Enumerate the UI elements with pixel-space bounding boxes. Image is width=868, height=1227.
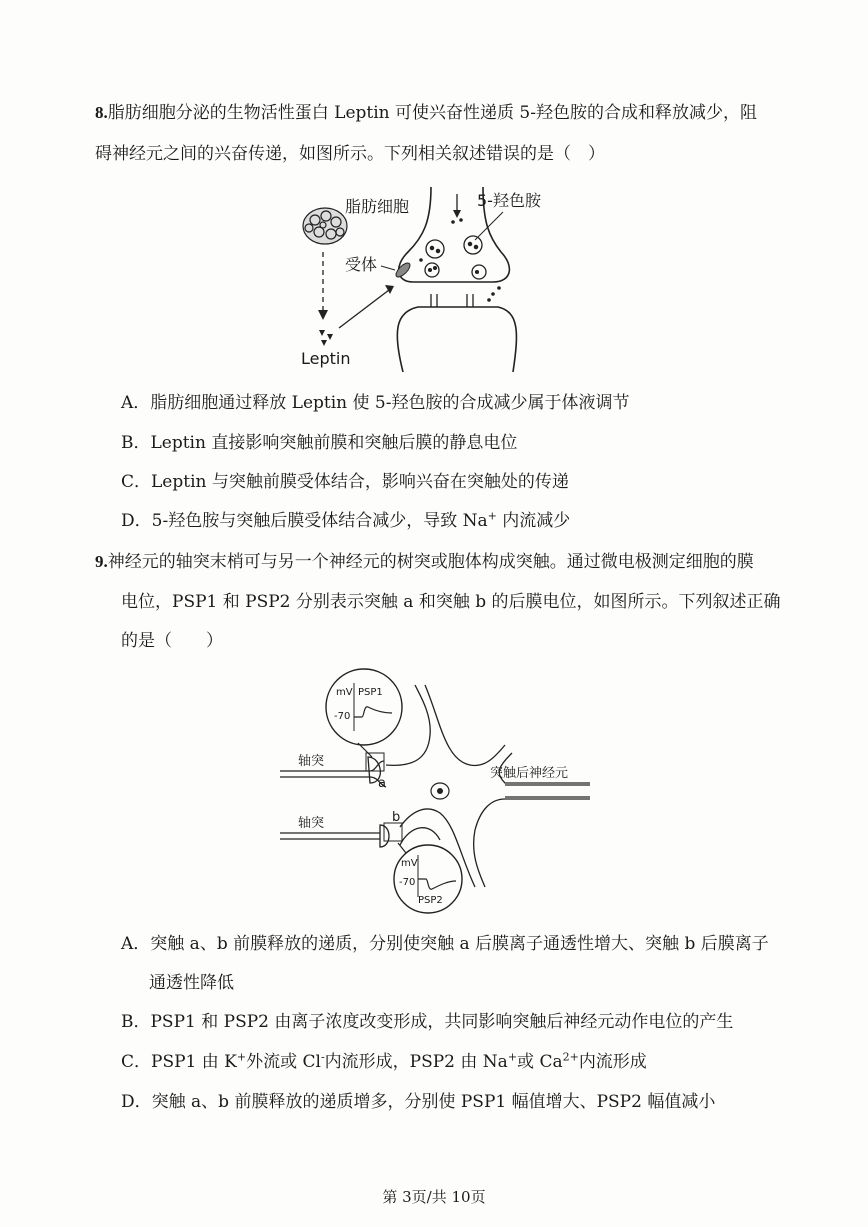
q9-option-c-t5: 内流形成 <box>578 1052 647 1072</box>
nucleolus <box>437 788 443 794</box>
receptor-pointer <box>381 266 395 270</box>
postsynaptic-label: 突触后神经元 <box>490 766 569 781</box>
fat-cell-icon <box>303 208 347 244</box>
synapse-b-label: b <box>392 810 401 825</box>
fat-cell-label: 脂肪细胞 <box>345 197 410 216</box>
axon-label-2: 轴突 <box>298 816 325 831</box>
q8-option-d-sup: + <box>487 509 497 523</box>
binding-arrow <box>339 290 389 328</box>
psp1-unit: mV <box>336 687 353 698</box>
postsynaptic-receptors <box>431 294 473 307</box>
q9-option-c-s3: + <box>507 1050 518 1064</box>
psp2-value: -70 <box>399 877 416 888</box>
q8-figure <box>293 182 593 372</box>
q8-option-c: C．Leptin 与突触前膜受体结合，影响兴奋在突触处的传递 <box>121 472 569 492</box>
receptor-label: 受体 <box>345 255 378 274</box>
q9-option-c-s4: 2+ <box>562 1050 579 1064</box>
q9-option-d: D．突触 a、b 前膜释放的递质增多，分别使 PSP1 幅值增大、PSP2 幅值减小 <box>121 1092 716 1112</box>
q9-stem-line1 <box>95 550 754 574</box>
psp1-value: -70 <box>334 711 351 722</box>
leptin-molecule <box>319 330 325 336</box>
q9-stem-line2: 电位，PSP1 和 PSP2 分别表示突触 a 和突触 b 的后膜电位，如图所示。下列叙述正确 <box>121 592 781 612</box>
q8-option-d <box>121 509 570 533</box>
q8-stem-line1 <box>95 101 757 125</box>
page-footer: 第 3页/共 10页 <box>382 1188 486 1206</box>
psp2-pointer <box>398 843 406 853</box>
q8-option-d-text2: 内流减少 <box>496 511 571 531</box>
postsynaptic-membrane <box>397 307 516 372</box>
q9-option-c-s1: + <box>236 1050 247 1064</box>
synaptic-vesicles <box>425 236 486 279</box>
q9-stem-line3: 的是（ ） <box>121 631 223 651</box>
q9-option-c-s2: - <box>320 1050 325 1064</box>
axon-label-1: 轴突 <box>298 754 325 769</box>
q8-stem-line2: 碍神经元之间的兴奋传递，如图所示。下列相关叙述错误的是（ ） <box>95 144 605 164</box>
q9-option-c-t3: 内流形成，PSP2 由 Na <box>324 1052 508 1072</box>
psp2-unit: mV <box>401 858 418 869</box>
secretion-arrowhead <box>318 310 328 320</box>
signal-arrowhead <box>453 210 461 218</box>
postsynaptic-axon <box>505 785 590 797</box>
synapse-a-label: a <box>378 776 386 791</box>
q8-option-b: B．Leptin 直接影响突触前膜和突触后膜的静息电位 <box>121 433 518 453</box>
q9-option-c-t1: C．PSP1 由 K <box>121 1052 237 1072</box>
q9-figure <box>280 665 590 915</box>
synapse-b-box <box>384 823 402 841</box>
q9-option-c <box>121 1050 647 1074</box>
q9-option-a-line2: 通透性降低 <box>149 973 234 993</box>
q9-option-c-t2: 外流或 Cl <box>246 1052 321 1072</box>
q8-number: 8. <box>95 103 108 122</box>
q9-stem-text-1: 神经元的轴突末梢可与另一个神经元的树突或胞体构成突触。通过微电极测定细胞的膜 <box>107 552 754 572</box>
leptin-molecule <box>321 340 327 346</box>
psp2-name: PSP2 <box>418 895 443 906</box>
axon-2 <box>280 833 380 839</box>
psp1-inset <box>326 669 402 745</box>
q8-option-a: A．脂肪细胞通过释放 Leptin 使 5-羟色胺的合成减少属于体液调节 <box>121 393 630 413</box>
q9-option-b: B．PSP1 和 PSP2 由离子浓度改变形成，共同影响突触后神经元动作电位的产生 <box>121 1012 734 1032</box>
serotonin-pointer <box>475 212 503 240</box>
q9-option-c-t4: 或 Ca <box>517 1052 563 1072</box>
psp1-name: PSP1 <box>358 687 383 698</box>
q9-option-a-line1: A．突触 a、b 前膜释放的递质，分别使突触 a 后膜离子通透性增大、突触 b 后膜离子 <box>121 934 769 954</box>
leptin-molecule <box>327 334 333 340</box>
q8-option-d-text1: D．5-羟色胺与突触后膜受体结合减少，导致 Na <box>121 511 488 531</box>
q8-stem-text-1: 脂肪细胞分泌的生物活性蛋白 Leptin 可使兴奋性递质 5-羟色胺的合成和释放减少，阻 <box>107 103 757 123</box>
q9-number: 9. <box>95 552 108 571</box>
leptin-label: Leptin <box>301 349 351 368</box>
serotonin-label: 5-羟色胺 <box>477 191 541 210</box>
receptor-icon <box>394 261 412 279</box>
